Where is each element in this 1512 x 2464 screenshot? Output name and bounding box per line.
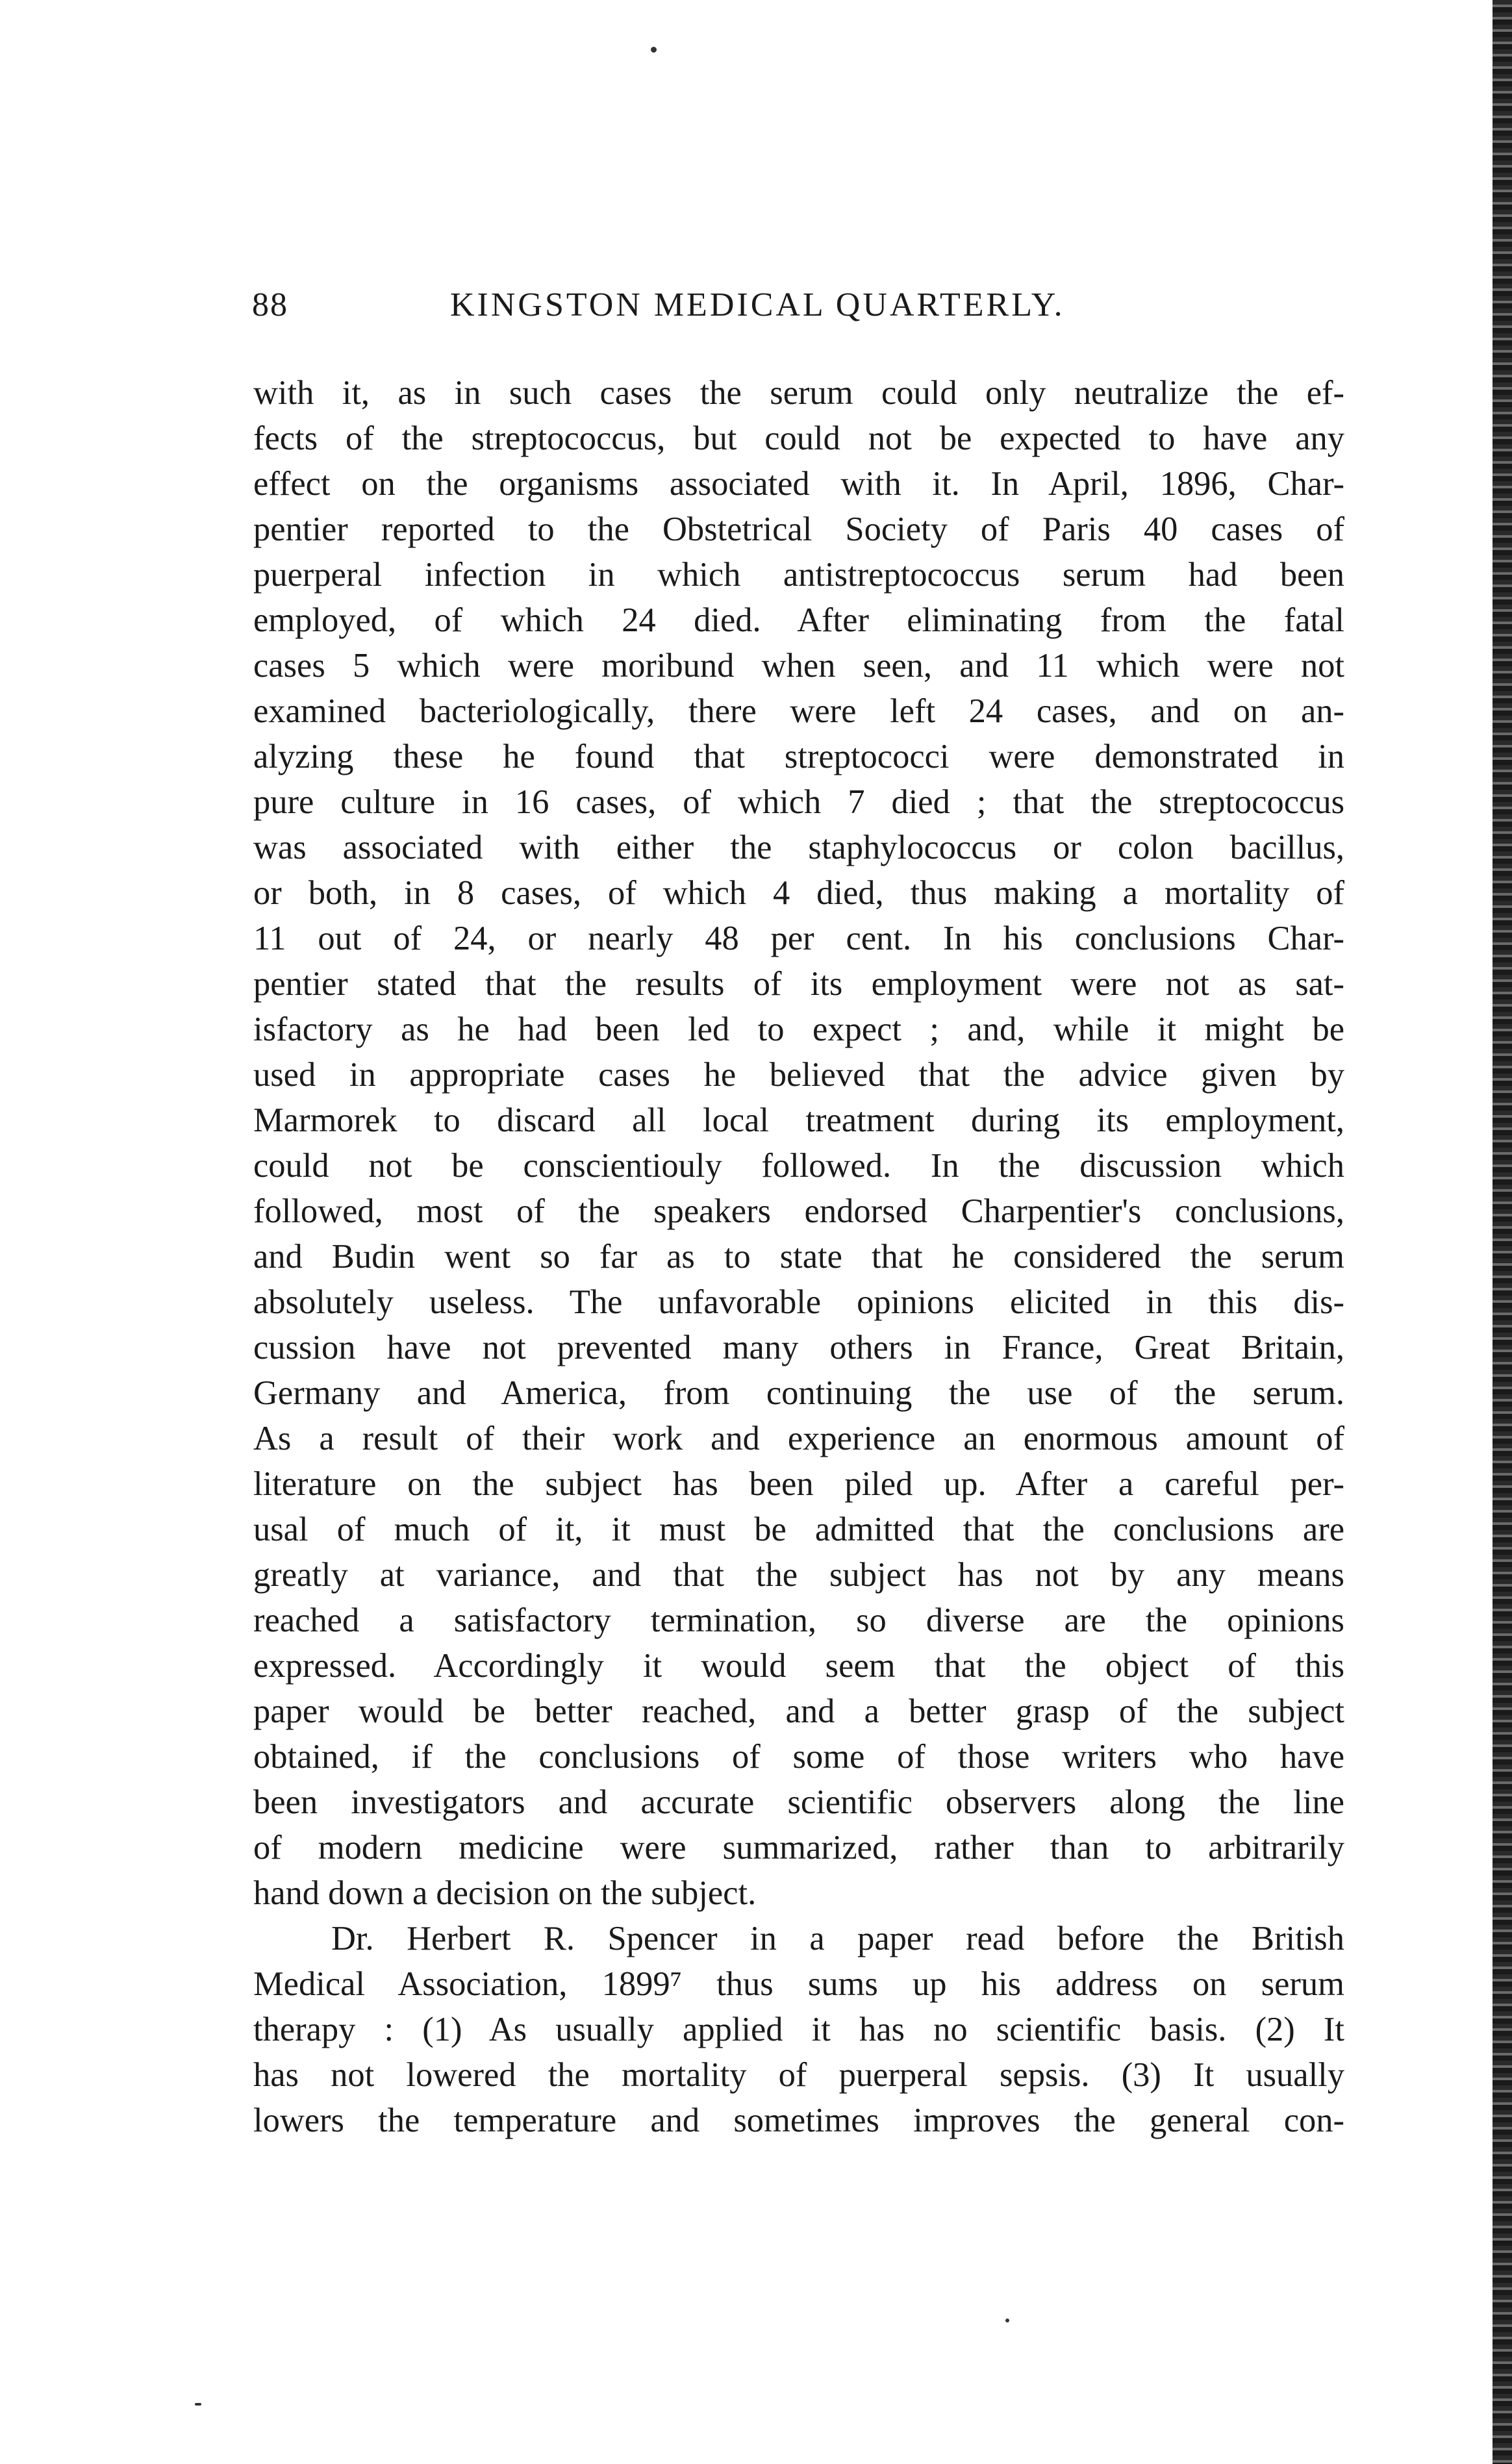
ink-speck xyxy=(651,47,657,53)
text-line: therapy : (1) As usually applied it has no scientific basis. (2) It xyxy=(253,2011,1344,2048)
text-line: cussion have not prevented many others in France, Great Britain, xyxy=(253,1329,1344,1366)
text-line: puerperal infection in which antistreptococcus serum had been xyxy=(253,556,1344,594)
text-line: expressed. Accordingly it would seem that the object of this xyxy=(253,1647,1344,1685)
text-line: paper would be better reached, and a better grasp of the subject xyxy=(253,1692,1344,1730)
text-line: fects of the streptococcus, but could not be expected to have any xyxy=(253,420,1344,457)
text-line: was associated with either the staphylococcus or colon bacillus, xyxy=(253,829,1344,866)
ink-speck xyxy=(1005,2319,1009,2322)
text-line: Medical Association, 1899⁷ thus sums up his address on serum xyxy=(253,1965,1344,2003)
text-line: alyzing these he found that streptococci were demonstrated in xyxy=(253,738,1344,775)
text-line: reached a satisfactory termination, so diverse are the opinions xyxy=(253,1602,1344,1639)
ink-speck xyxy=(195,2403,201,2406)
page-number: 88 xyxy=(252,286,288,323)
text-line: followed, most of the speakers endorsed Charpentier's conclusions, xyxy=(253,1192,1344,1230)
text-line: could not be conscientiouly followed. In the discussion which xyxy=(253,1147,1344,1185)
text-line: been investigators and accurate scientific observers along the line xyxy=(253,1783,1344,1821)
text-line: with it, as in such cases the serum could only neutralize the ef- xyxy=(253,374,1344,412)
text-line: examined bacteriologically, there were left 24 cases, and on an- xyxy=(253,692,1344,730)
text-line: Germany and America, from continuing the use of the serum. xyxy=(253,1374,1344,1412)
text-line: pure culture in 16 cases, of which 7 died ; that the streptococcus xyxy=(253,783,1344,821)
text-line: hand down a decision on the subject. xyxy=(253,1874,757,1912)
text-line: and Budin went so far as to state that he considered the serum xyxy=(253,1238,1344,1276)
text-line: effect on the organisms associated with it. In April, 1896, Char- xyxy=(253,465,1344,503)
text-line: has not lowered the mortality of puerperal sepsis. (3) It usually xyxy=(253,2056,1344,2094)
text-line: literature on the subject has been piled up. After a careful per- xyxy=(253,1465,1344,1503)
text-line: obtained, if the conclusions of some of those writers who have xyxy=(253,1738,1344,1776)
text-line: pentier reported to the Obstetrical Society of Paris 40 cases of xyxy=(253,510,1344,548)
text-line: Marmorek to discard all local treatment during its employment, xyxy=(253,1101,1344,1139)
text-line: of modern medicine were summarized, rather than to arbitrarily xyxy=(253,1829,1344,1867)
text-line: As a result of their work and experience an enormous amount of xyxy=(253,1420,1344,1457)
running-head xyxy=(252,286,1356,338)
journal-title: KINGSTON MEDICAL QUARTERLY. xyxy=(450,286,1065,323)
text-line: Dr. Herbert R. Spencer in a paper read before the British xyxy=(331,1920,1344,1957)
text-line: lowers the temperature and sometimes improves the general con- xyxy=(253,2102,1344,2139)
page-edge-scan-artifact xyxy=(1493,0,1512,2464)
text-line: absolutely useless. The unfavorable opinions elicited in this dis- xyxy=(253,1283,1344,1321)
text-line: 11 out of 24, or nearly 48 per cent. In his conclusions Char- xyxy=(253,920,1344,957)
text-line: pentier stated that the results of its employment were not as sat- xyxy=(253,965,1344,1003)
text-line: used in appropriate cases he believed that the advice given by xyxy=(253,1056,1344,1094)
text-line: greatly at variance, and that the subject has not by any means xyxy=(253,1556,1344,1594)
text-line: or both, in 8 cases, of which 4 died, thus making a mortality of xyxy=(253,874,1344,912)
text-line: isfactory as he had been led to expect ; and, while it might be xyxy=(253,1011,1344,1048)
body-text xyxy=(253,370,1344,2143)
text-line: usal of much of it, it must be admitted that the conclusions are xyxy=(253,1511,1344,1548)
text-line: cases 5 which were moribund when seen, and 11 which were not xyxy=(253,647,1344,685)
text-line: employed, of which 24 died. After eliminating from the fatal xyxy=(253,601,1344,639)
